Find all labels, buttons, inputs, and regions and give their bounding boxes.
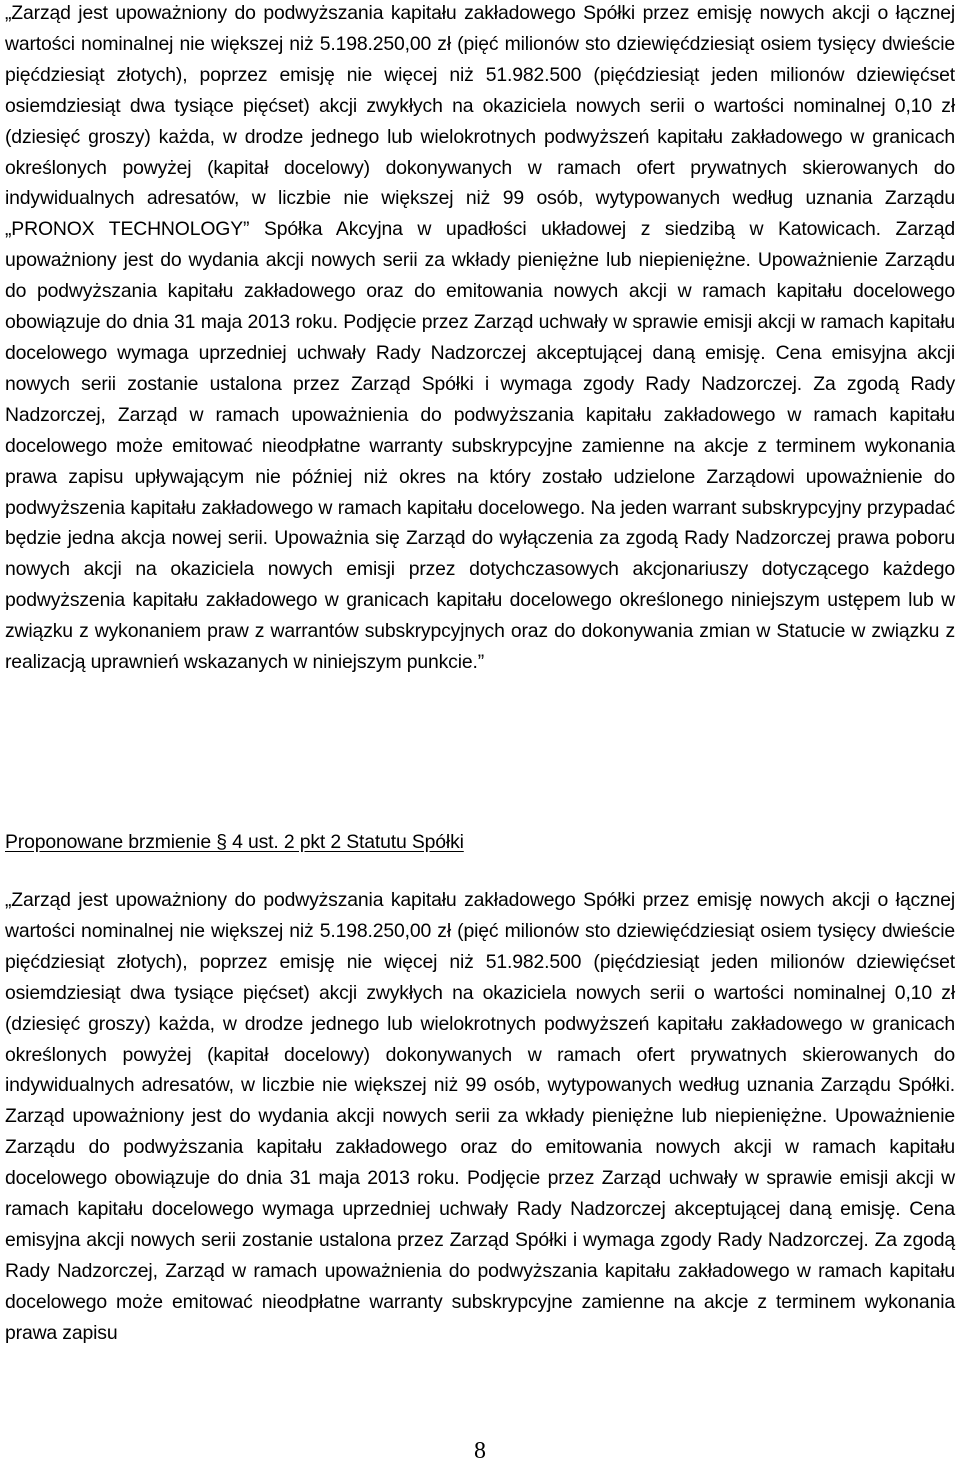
section-heading: Proponowane brzmienie § 4 ust. 2 pkt 2 Statutu Spółki xyxy=(5,831,464,853)
current-statute-paragraph: „Zarząd jest upoważniony do podwyższania kapitału zakładowego Spółki przez emisję nowych akcji o łącznej wartości nominalnej nie większej niż 5.198.250,00 zł (pięć milionów sto dziewięćdziesiąt osiem tysięcy dwieście pięćdziesiąt złotych), poprzez emisję nie więcej niż 51.982.500 (pięćdziesiąt jeden milionów dziewięćset osiemdziesiąt dwa tysiące pięćset) akcji zwykłych na okaziciela nowych serii o wartości nominalnej 0,10 zł (dziesięć groszy) każda, w drodze jednego lub wielokrotnych podwyższeń kapitału zakładowego w granicach określonych powyżej (kapitał docelowy) dokonywanych w ramach ofert prywatnych skierowanych do indywidualnych adresatów, w liczbie nie większej niż 99 osób, wytypowanych według uznania Zarządu „PRONOX TECHNOLOGY” Spółka Akcyjna w upadłości układowej z siedzibą w Katowicach. Zarząd upoważniony jest do wydania akcji nowych serii za wkłady pieniężne lub niepieniężne. Upoważnienie Zarządu do podwyższania kapitału zakładowego oraz do emitowania nowych akcji w ramach kapitału docelowego obowiązuje do dnia 31 maja 2013 roku. Podjęcie przez Zarząd uchwały w sprawie emisji akcji w ramach kapitału docelowego wymaga uprzedniej uchwały Rady Nadzorczej akceptującej daną emisję. Cena emisyjna akcji nowych serii zostanie ustalona przez Zarząd Spółki i wymaga zgody Rady Nadzorczej. Za zgodą Rady Nadzorczej, Zarząd w ramach upoważnienia do podwyższania kapitału zakładowego w ramach kapitału docelowego może emitować nieodpłatne warranty subskrypcyjne zamienne na akcje z terminem wykonania prawa zapisu upływającym nie później niż okres na który zostało udzielone Zarządowi upoważnienie do podwyższenia kapitału zakładowego w ramach kapitału docelowego. Na jeden warrant subskrypcyjny przypadać będzie jedna akcja nowej serii. Upoważnia się Zarząd do wyłączenia za zgodą Rady Nadzorczej prawa poboru nowych akcji na okaziciela nowych emisji przez dotychczasowych akcjonariuszy dotyczącego każdego podwyższenia kapitału zakładowego w granicach kapitału docelowego określonego niniejszym ustępem lub w związku z wykonaniem praw z warrantów subskrypcyjnych oraz do dokonywania zmian w Statucie w związku z realizacją uprawnień wskazanych w niniejszym punkcie.” xyxy=(5,2,955,674)
proposed-statute-paragraph: „Zarząd jest upoważniony do podwyższania kapitału zakładowego Spółki przez emisję nowych akcji o łącznej wartości nominalnej nie większej niż 5.198.250,00 zł (pięć milionów sto dziewięćdziesiąt osiem tysięcy dwieście pięćdziesiąt złotych), poprzez emisję nie więcej niż 51.982.500 (pięćdziesiąt jeden milionów dziewięćset osiemdziesiąt dwa tysiące pięćset) akcji zwykłych na okaziciela nowych serii o wartości nominalnej 0,10 zł (dziesięć groszy) każda, w drodze jednego lub wielokrotnych podwyższeń kapitału zakładowego w granicach określonych powyżej (kapitał docelowy) dokonywanych w ramach ofert prywatnych skierowanych do indywidualnych adresatów, w liczbie nie większej niż 99 osób, wytypowanych według uznania Zarządu Spółki. Zarząd upoważniony jest do wydania akcji nowych serii za wkłady pieniężne lub niepieniężne. Upoważnienie Zarządu do podwyższania kapitału zakładowego oraz do emitowania nowych akcji w ramach kapitału docelowego obowiązuje do dnia 31 maja 2013 roku. Podjęcie przez Zarząd uchwały w sprawie emisji akcji w ramach kapitału docelowego wymaga uprzedniej uchwały Rady Nadzorczej akceptującej daną emisję. Cena emisyjna akcji nowych serii zostanie ustalona przez Zarząd Spółki i wymaga zgody Rady Nadzorczej. Za zgodą Rady Nadzorczej, Zarząd w ramach upoważnienia do podwyższania kapitału zakładowego w ramach kapitału docelowego może emitować nieodpłatne warranty subskrypcyjne zamienne na akcje z terminem wykonania prawa zapisu xyxy=(5,889,955,1344)
page-number: 8 xyxy=(474,1438,486,1464)
